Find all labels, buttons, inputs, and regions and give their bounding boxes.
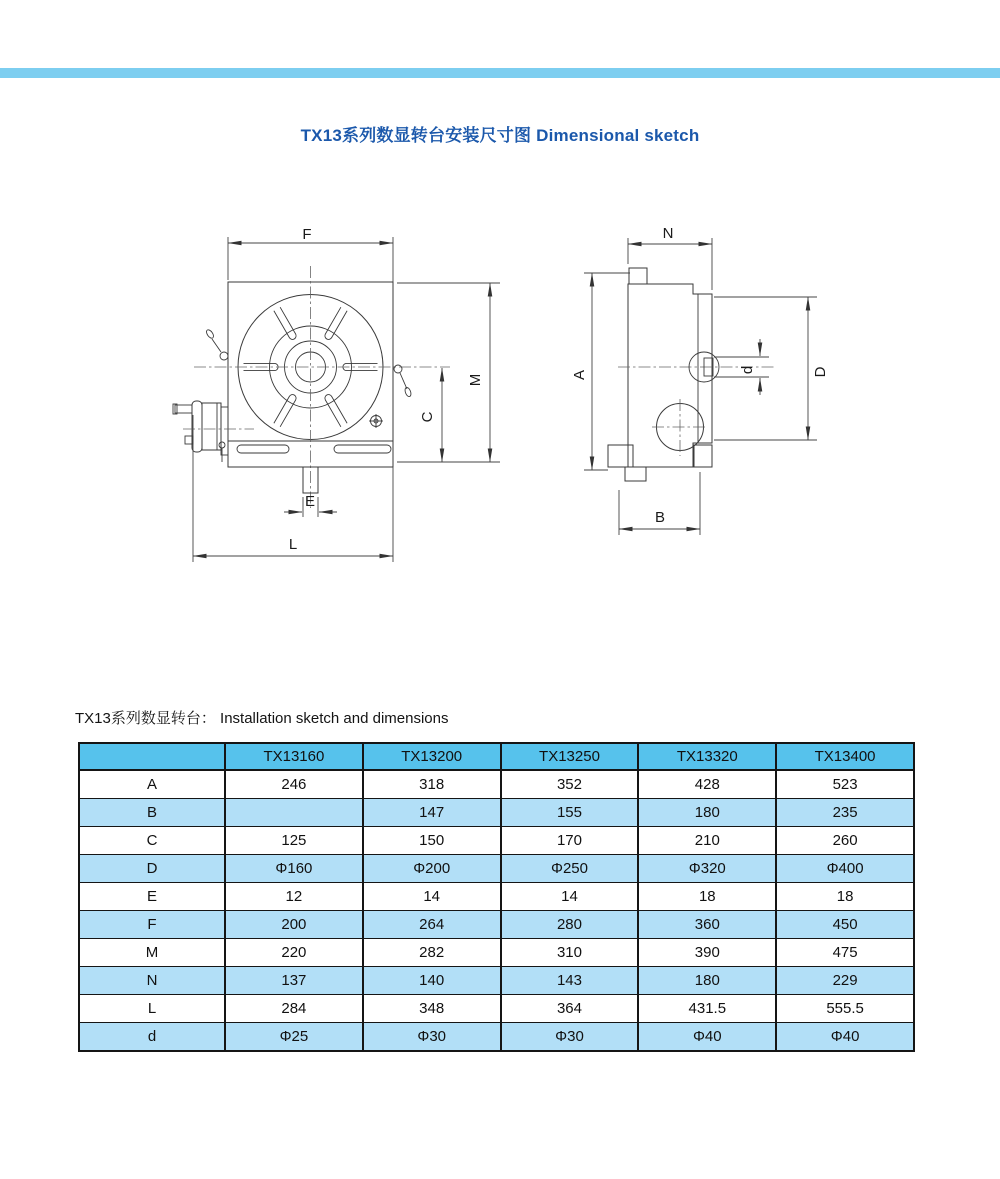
dim-label-cell: B [79, 799, 225, 827]
clamp-lever-left [205, 329, 228, 360]
dim-label-cell: N [79, 967, 225, 995]
dim-value-cell: 390 [638, 939, 776, 967]
dim-value-cell: Φ320 [638, 855, 776, 883]
dimensions-table [78, 742, 915, 1052]
dim-label-m: M [467, 373, 484, 387]
dim-value-cell: Φ200 [363, 855, 501, 883]
dim-value-cell: 180 [638, 799, 776, 827]
column-header: TX13320 [638, 743, 776, 770]
dim-value-cell: 18 [638, 883, 776, 911]
dim-value-cell: 450 [776, 911, 914, 939]
dim-value-cell: 147 [363, 799, 501, 827]
corner-header-cell [79, 743, 225, 770]
dim-value-cell: 137 [225, 967, 363, 995]
dim-value-cell: Φ400 [776, 855, 914, 883]
dim-value-cell: 180 [638, 967, 776, 995]
column-header: TX13200 [363, 743, 501, 770]
dim-value-cell: 310 [501, 939, 639, 967]
side-view-drawing [571, 225, 829, 535]
dim-value-cell: 18 [776, 883, 914, 911]
dim-value-cell: Φ25 [225, 1023, 363, 1052]
dim-value-cell: 555.5 [776, 995, 914, 1023]
dim-label-n: N [662, 225, 674, 242]
dim-value-cell: 364 [501, 995, 639, 1023]
dim-value-cell: 229 [776, 967, 914, 995]
dim-value-cell: 523 [776, 770, 914, 799]
dim-label-cell: F [79, 911, 225, 939]
dim-value-cell: Φ40 [638, 1023, 776, 1052]
dim-value-cell: 14 [363, 883, 501, 911]
dim-label-c: C [419, 411, 436, 423]
table-row [79, 967, 914, 995]
dim-value-cell: 220 [225, 939, 363, 967]
dim-value-cell: 12 [225, 883, 363, 911]
dim-label-l: L [288, 536, 298, 553]
dim-value-cell: 348 [363, 995, 501, 1023]
table-row [79, 1023, 914, 1052]
table-row [79, 939, 914, 967]
dim-value-cell: 431.5 [638, 995, 776, 1023]
dim-value-cell: 150 [363, 827, 501, 855]
table-row [79, 770, 914, 799]
dim-value-cell: 318 [363, 770, 501, 799]
table-row [79, 827, 914, 855]
header-row [79, 743, 914, 770]
table-row [79, 799, 914, 827]
dim-label-e: E [304, 493, 316, 510]
dim-value-cell: 155 [501, 799, 639, 827]
dim-value-cell: 282 [363, 939, 501, 967]
dim-value-cell: 428 [638, 770, 776, 799]
column-header: TX13400 [776, 743, 914, 770]
dim-label-cell: L [79, 995, 225, 1023]
section-heading: TX13系列数显转台： Installation sketch and dimensions [75, 710, 449, 727]
dim-value-cell: Φ40 [776, 1023, 914, 1052]
table-row [79, 911, 914, 939]
dim-label-a: A [571, 369, 588, 381]
dim-label-cell: A [79, 770, 225, 799]
dim-label-cell: M [79, 939, 225, 967]
dim-value-cell: Φ250 [501, 855, 639, 883]
dim-value-cell: 143 [501, 967, 639, 995]
dim-value-cell: 260 [776, 827, 914, 855]
dim-label-cell: E [79, 883, 225, 911]
dim-value-cell: Φ160 [225, 855, 363, 883]
dim-value-cell: Φ30 [501, 1023, 639, 1052]
dim-value-cell: 475 [776, 939, 914, 967]
dim-value-cell: 246 [225, 770, 363, 799]
column-header: TX13160 [225, 743, 363, 770]
dim-value-cell: 264 [363, 911, 501, 939]
column-header: TX13250 [501, 743, 639, 770]
dim-value-cell: 280 [501, 911, 639, 939]
page-title: TX13系列数显转台安装尺寸图 Dimensional sketch [300, 126, 700, 145]
dim-value-cell: 14 [501, 883, 639, 911]
dim-value-cell: 170 [501, 827, 639, 855]
dim-label-cell: D [79, 855, 225, 883]
dim-value-cell: 284 [225, 995, 363, 1023]
dim-value-cell: Φ30 [363, 1023, 501, 1052]
dim-label-cell: C [79, 827, 225, 855]
dim-label-b: B [654, 509, 666, 526]
table-row [79, 995, 914, 1023]
dim-label-cell: d [79, 1023, 225, 1052]
dim-value-cell [225, 799, 363, 827]
dim-label-d-big: D [812, 366, 829, 378]
clamp-lever-right [394, 365, 412, 397]
dim-value-cell: 200 [225, 911, 363, 939]
dim-value-cell: 352 [501, 770, 639, 799]
lock-screw [369, 414, 383, 428]
dim-value-cell: 235 [776, 799, 914, 827]
dim-label-f: F [302, 226, 312, 243]
dim-value-cell: 210 [638, 827, 776, 855]
dim-value-cell: 360 [638, 911, 776, 939]
dim-label-d-small: d [739, 365, 756, 375]
dim-value-cell: 140 [363, 967, 501, 995]
table-row [79, 883, 914, 911]
front-view-drawing [173, 226, 500, 562]
dim-value-cell: 125 [225, 827, 363, 855]
table-row [79, 855, 914, 883]
table-header [79, 743, 914, 770]
